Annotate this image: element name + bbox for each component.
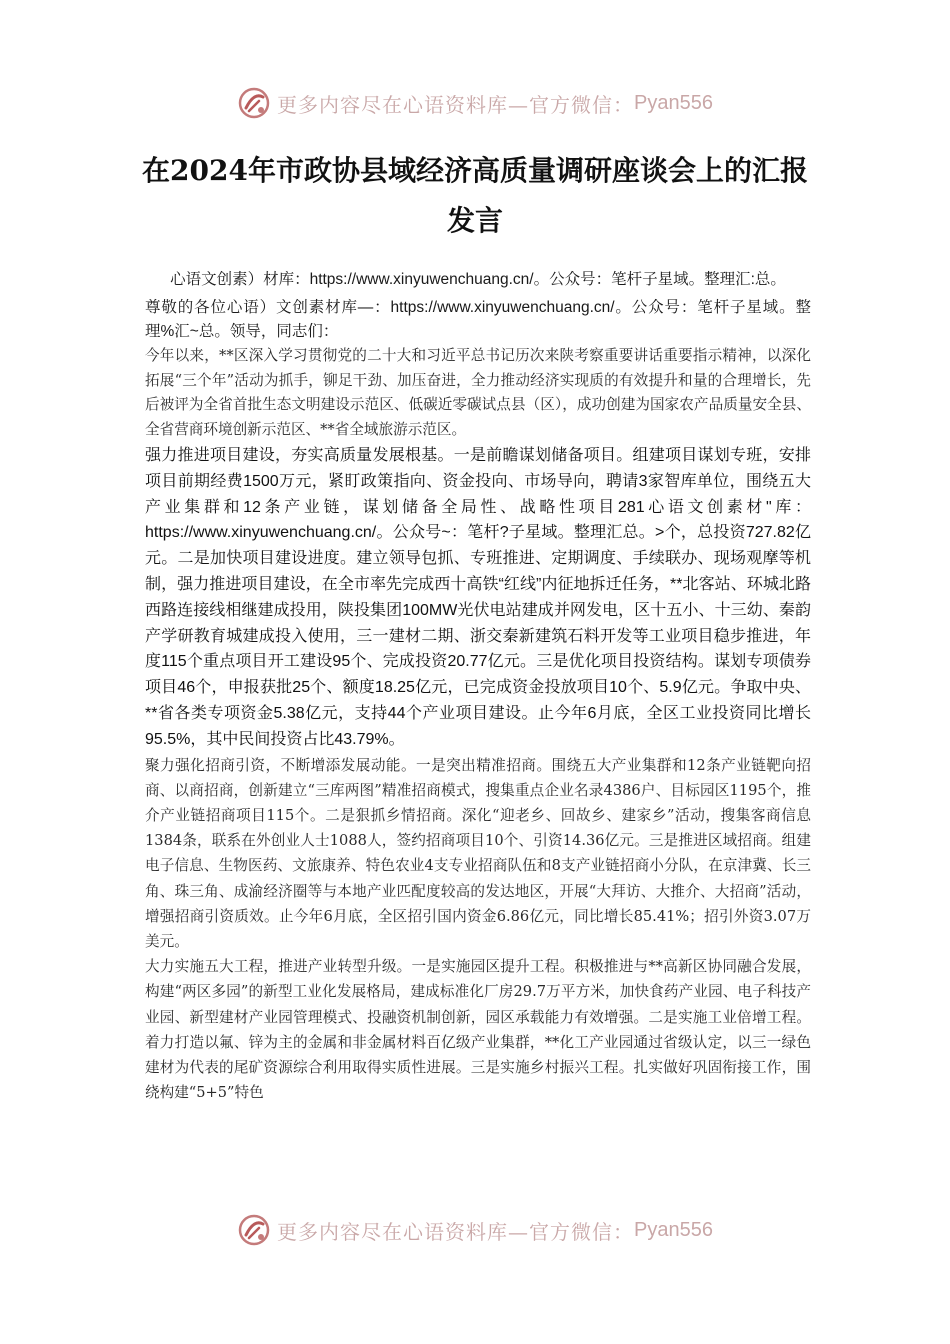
banner-wechat-id: Pyan556 — [634, 91, 713, 114]
document-body — [145, 268, 811, 1105]
brand-logo-icon — [237, 86, 271, 120]
greeting: 尊敬的各位心语）文创素材库—：https://www.xinyuwenchuang.cn/。公众号：笔杆子星域。整理%汇~总。领导，同志们： — [145, 299, 811, 340]
transform-paragraph: 大力实施五大工程，推进产业转型升级。一是实施园区提升工程。积极推进与**高新区协同融合发展，构建“两区多园”的新型工业化发展格局，建成标准化厂房29.7万平方米，加快食药产业园、电子科技产业园、新型建材产业园管理模式、投融资机制创新，园区承载能力有效增强。二是实施工业倍增工程。着力打造以氟、锌为主的金属和非金属材料百亿级产业集群，**化工产业园通过省级认定，以三一绿色建材为代表的尾矿资源综合利用取得实质性进展。三是实施乡村振兴工程。扎实做好巩固衔接工作，围绕构建“5+5”特色 — [145, 958, 811, 1102]
header-banner — [0, 82, 950, 124]
intro-paragraph: 今年以来，**区深入学习贯彻党的二十大和习近平总书记历次来陕考察重要讲话重要指示精神，以深化拓展“三个年”活动为抓手，铆足干劲、加压奋进，全力推动经济实现质的有效提升和量的合理增长，先后被评为全省首批生态文明建设示范区、低碳近零碳试点县（区），成功创建为国家农产品质量安全县、全省营商环境创新示范区、**省全域旅游示范区。 — [145, 347, 811, 438]
footer-banner — [0, 1209, 950, 1251]
banner-wechat-id: Pyan556 — [634, 1218, 713, 1241]
document-title: 在2024年市政协县域经济高质量调研座谈会上的汇报发言 — [142, 154, 808, 237]
source-note: 心语文创素）材库：https://www.xinyuwenchuang.cn/。公众号：笔杆子星域。整理汇:总。 — [170, 271, 786, 288]
projects-paragraph: 强力推进项目建设，夯实高质量发展根基。一是前瞻谋划储备项目。组建项目谋划专班，安排项目前期经费1500万元，紧盯政策指向、资金投向、市场导向，聘请3家智库单位，围绕五大产业集群和12条产业链，谋划储备全局性、战略性项目281心语文创素材"库：https://www.xinyuwenchuang.cn/。公众号~：笔杆?子星域。整理汇总。>个，总投资727.82亿元。二是加快项目建设进度。建立领导包抓、专班推进、定期调度、手续联办、现场观摩等机制，强力推进项目建设，在全市率先完成西十高铁“红线”内征地拆迁任务，**北客站、环城北路西路连接线相继建成投用，陕投集团100MW光伏电站建成并网发电，区十五小、十三幼、秦韵产学研教育城建成投入使用，三一建材二期、浙交秦新建筑石料开发等工业项目稳步推进，年度115个重点项目开工建设95个、完成投资20.77亿元。三是优化项目投资结构。谋划专项债券项目46个，申报获批25个、额度18.25亿元，已完成资金投放项目10个、5.9亿元。争取中央、**省各类专项资金5.38亿元，支持44个产业项目建设。止今年6月底，全区工业投资同比增长95.5%，其中民间投资占比43.79%。 — [145, 447, 811, 748]
investment-paragraph: 聚力强化招商引资，不断增添发展动能。一是突出精准招商。围绕五大产业集群和12条产业链靶向招商、以商招商，创新建立“三库两图”精准招商模式，搜集重点企业名录4386户、目标园区1195个，推介产业链招商项目115个。二是狠抓乡情招商。深化“迎老乡、回故乡、建家乡”活动，搜集客商信息1384条，联系在外创业人士1088人，签约招商项目10个、引资14.36亿元。三是推进区域招商。组建电子信息、生物医药、文旅康养、特色农业4支专业招商队伍和8支产业链招商小分队，在京津冀、长三角、珠三角、成渝经济圈等与本地产业匹配度较高的发达地区，开展“大拜访、大推介、大招商”活动，增强招商引资质效。止今年6月底，全区招引国内资金6.86亿元，同比增长85.41%；招引外资3.07万美元。 — [145, 756, 811, 950]
banner-text: 更多内容尽在心语资料库—官方微信： — [277, 92, 635, 117]
brand-logo-icon — [237, 1213, 271, 1247]
banner-text: 更多内容尽在心语资料库—官方微信： — [277, 1219, 635, 1244]
